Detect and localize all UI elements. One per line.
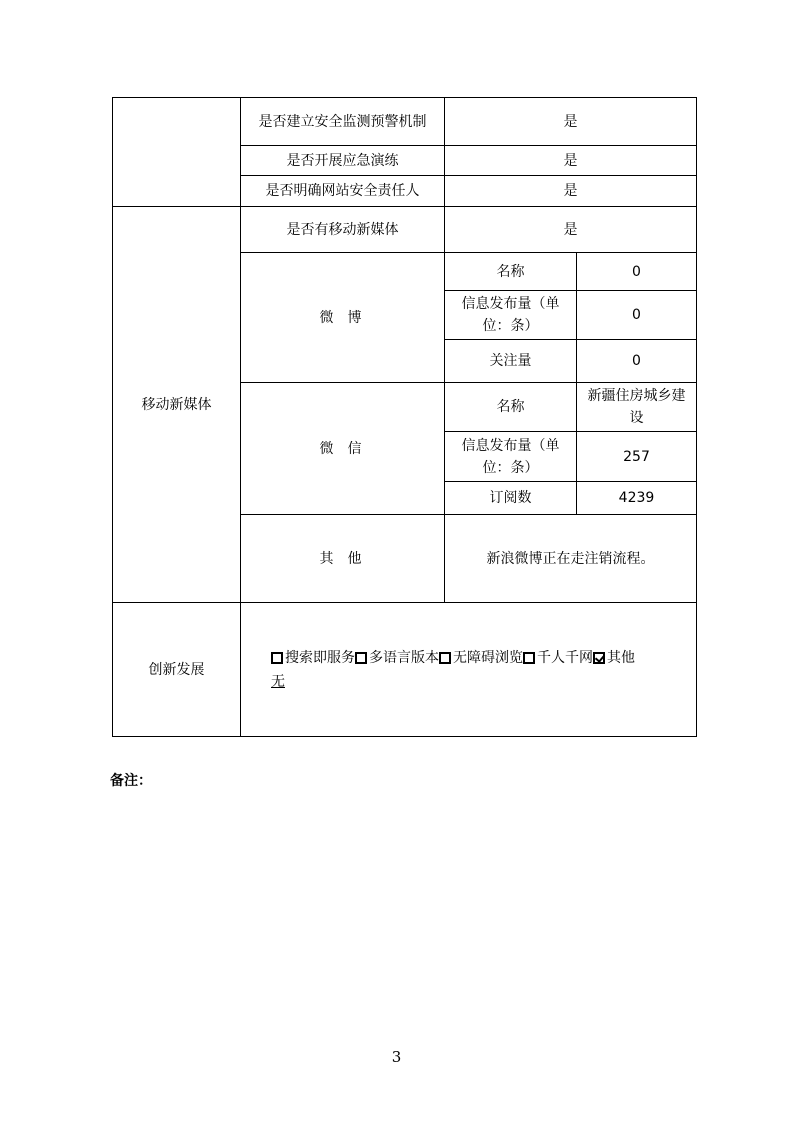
innovation-other-text: 无	[271, 673, 285, 690]
wechat-subscribers-label: 订阅数	[445, 482, 577, 515]
remark-label: 备注：	[110, 773, 152, 789]
option-label-multilingual: 多语言版本	[369, 649, 439, 666]
page-number: 3	[391, 1048, 402, 1066]
option-label-search-service: 搜索即服务	[285, 649, 355, 666]
wechat-posts-value: 257	[577, 432, 697, 482]
checkbox-search-service[interactable]	[271, 652, 283, 664]
monitor-label: 是否建立安全监测预警机制	[241, 98, 445, 146]
weibo-posts-label: 信息发布量（单位：条）	[445, 291, 577, 340]
innovation-section-label: 创新发展	[113, 603, 241, 737]
option-label-personalized: 千人千网	[537, 649, 593, 666]
report-table	[112, 97, 697, 737]
option-label-accessibility: 无障碍浏览	[453, 649, 523, 666]
weibo-name-value: 0	[577, 253, 697, 291]
weibo-follow-value: 0	[577, 340, 697, 383]
weibo-label: 微博	[241, 253, 445, 383]
monitor-value: 是	[445, 98, 697, 146]
innovation-other-line	[271, 670, 692, 694]
security-section-cell	[113, 98, 241, 207]
weibo-follow-label: 关注量	[445, 340, 577, 383]
has-media-value: 是	[445, 207, 697, 253]
weibo-posts-value: 0	[577, 291, 697, 340]
innovation-options-cell	[241, 603, 697, 737]
checkbox-personalized[interactable]	[523, 652, 535, 664]
media-section-label: 移动新媒体	[113, 207, 241, 603]
owner-label: 是否明确网站安全责任人	[241, 176, 445, 207]
innovation-options-line	[271, 646, 692, 670]
drill-label: 是否开展应急演练	[241, 146, 445, 176]
wechat-posts-label: 信息发布量（单位：条）	[445, 432, 577, 482]
option-label-other: 其他	[607, 649, 635, 666]
checkbox-multilingual[interactable]	[355, 652, 367, 664]
drill-value: 是	[445, 146, 697, 176]
wechat-name-value: 新疆住房城乡建设	[577, 383, 697, 432]
wechat-subscribers-value: 4239	[577, 482, 697, 515]
checkbox-accessibility[interactable]	[439, 652, 451, 664]
checkbox-other[interactable]	[593, 652, 605, 664]
has-media-label: 是否有移动新媒体	[241, 207, 445, 253]
owner-value: 是	[445, 176, 697, 207]
wechat-name-label: 名称	[445, 383, 577, 432]
other-media-value: 新浪微博正在走注销流程。	[445, 515, 697, 603]
other-media-label: 其他	[241, 515, 445, 603]
weibo-name-label: 名称	[445, 253, 577, 291]
wechat-label: 微信	[241, 383, 445, 515]
